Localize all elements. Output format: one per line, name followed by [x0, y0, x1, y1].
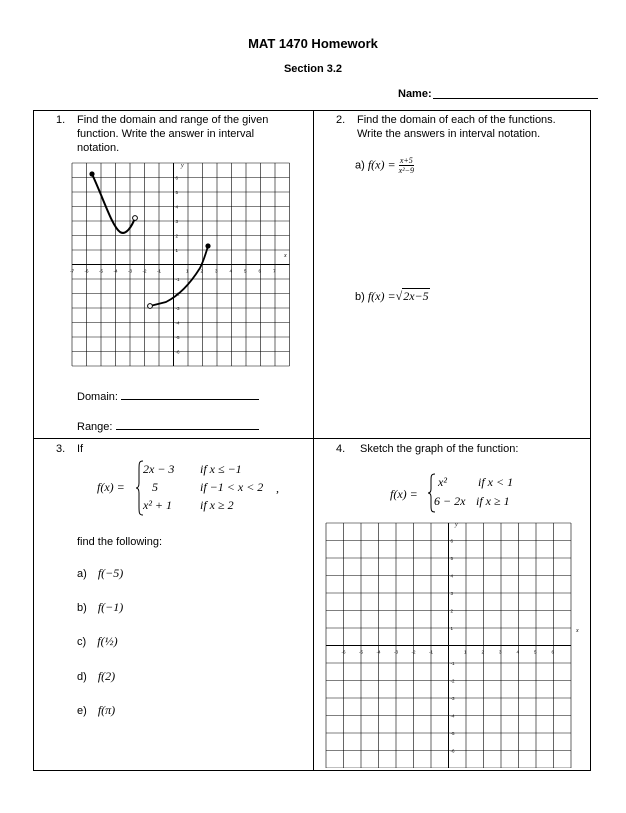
q1-text-line: Find the domain and range of the given — [77, 114, 269, 126]
x-tick-label: 6 — [551, 649, 555, 655]
q3-if: If — [77, 443, 84, 455]
y-tick-label: 6 — [175, 175, 179, 181]
q3-piece3-cond: if x ≥ 2 — [200, 498, 234, 512]
q2-number: 2. — [336, 114, 346, 126]
q4-piece2-expr: 6 − 2x — [434, 494, 466, 508]
x-tick-label: 3 — [215, 268, 218, 274]
q1-domain — [77, 389, 259, 403]
range-label: Range: — [77, 421, 113, 433]
q3-piece1-expr: 2x − 3 — [143, 462, 175, 476]
x-tick-label: -4 — [376, 649, 381, 655]
domain-answer-line[interactable] — [121, 389, 259, 400]
q1-open-dot — [148, 304, 153, 309]
q2-text-line: Write the answers in interval notation. — [357, 128, 541, 140]
range-answer-line[interactable] — [116, 419, 259, 430]
q1-graph — [68, 160, 290, 367]
y-tick-label: 4 — [175, 204, 179, 210]
q2b-label: b) — [355, 291, 365, 303]
q2a-numerator: x+5 — [399, 156, 413, 165]
y-tick-label: 1 — [450, 626, 454, 631]
x-tick-label: 1 — [464, 649, 467, 655]
y-tick-label: 1 — [175, 248, 179, 253]
y-tick-label: -1 — [175, 277, 180, 282]
x-tick-label: -3 — [394, 649, 399, 655]
x-tick-label: -6 — [84, 268, 89, 274]
q3-trailing-comma: , — [276, 481, 279, 495]
x-tick-label: 5 — [244, 268, 247, 274]
x-tick-label: -1 — [429, 649, 434, 655]
q2b-lhs: f(x) = — [367, 289, 396, 303]
q3-find: find the following: — [77, 536, 162, 548]
y-tick-label: -2 — [450, 678, 455, 684]
x-tick-label: 4 — [516, 649, 520, 655]
q3-item-expr: f(−1) — [97, 600, 124, 614]
y-tick-label: -5 — [175, 335, 180, 340]
x-tick-label: -5 — [359, 649, 364, 655]
q4-piece1-cond: if x < 1 — [478, 475, 514, 489]
name-label: Name: — [398, 88, 432, 100]
q4-lhs: f(x) = — [390, 487, 418, 501]
x-tick-label: 5 — [534, 649, 537, 655]
q3-lhs: f(x) = — [97, 480, 125, 494]
q2b-radicand: 2x−5 — [403, 289, 429, 303]
q3-item-c — [77, 634, 118, 649]
y-tick-label: 3 — [175, 219, 179, 224]
q2a-denominator: x²−9 — [398, 166, 415, 175]
q2a-fraction — [399, 156, 414, 175]
section-title: Section 3.2 — [283, 63, 343, 75]
x-tick-label: -6 — [341, 649, 346, 655]
x-tick-label: 2 — [200, 268, 204, 274]
x-tick-label: 1 — [186, 268, 189, 274]
q3-item-label: a) — [77, 568, 87, 580]
q1-text-line: function. Write the answer in interval — [77, 128, 255, 140]
y-tick-label: -3 — [175, 306, 180, 311]
y-tick-label: 4 — [450, 573, 454, 579]
x-tick-label: -7 — [70, 268, 75, 274]
q3-piece2-expr: 5 — [152, 480, 158, 494]
q1-text-line: notation. — [77, 142, 120, 154]
y-tick-label: -4 — [175, 320, 180, 326]
x-tick-label: 3 — [499, 649, 502, 655]
q2a-lhs: f(x) = — [367, 157, 396, 172]
q4-piece1-expr: x² — [438, 475, 447, 489]
x-tick-label: 6 — [258, 268, 262, 274]
q3-number: 3. — [56, 443, 66, 455]
x-tick-label: 7 — [273, 268, 276, 274]
q2a — [355, 156, 414, 175]
q1-range — [77, 419, 259, 433]
q1-axis-x-label: x — [284, 253, 287, 259]
x-tick-label: -2 — [142, 268, 147, 274]
x-tick-label: -5 — [99, 268, 104, 274]
q3-item-label: c) — [77, 636, 87, 648]
q4-axis-y-label: y — [455, 522, 458, 528]
q1-closed-dot — [205, 243, 210, 248]
sqrt-icon: √ — [395, 289, 403, 303]
q3-piece3-expr: x² + 1 — [143, 498, 173, 512]
y-tick-label: -6 — [175, 349, 180, 355]
q1-number: 1. — [56, 114, 66, 126]
q3-item-b — [77, 600, 123, 615]
y-tick-label: -6 — [450, 748, 455, 754]
q1-open-dot — [133, 216, 138, 221]
y-tick-label: 3 — [450, 591, 454, 596]
q3-item-label: b) — [77, 602, 87, 614]
q4-graph[interactable] — [318, 518, 586, 768]
y-tick-label: 2 — [175, 233, 179, 239]
x-tick-label: -4 — [113, 268, 118, 274]
y-tick-label: -1 — [450, 661, 455, 666]
q2-text — [357, 113, 587, 141]
q1-closed-dot — [89, 171, 94, 176]
x-tick-label: -3 — [128, 268, 133, 274]
x-tick-label: -2 — [411, 649, 416, 655]
q1-text — [77, 113, 307, 155]
q3-item-e — [77, 703, 115, 718]
q4-number: 4. — [336, 443, 346, 455]
y-tick-label: 2 — [450, 608, 454, 614]
q1-curve-left — [92, 174, 135, 233]
domain-label: Domain: — [77, 391, 118, 403]
y-tick-label: -4 — [450, 713, 455, 719]
q1-axis-y-label: y — [181, 163, 184, 169]
x-tick-label: 4 — [229, 268, 233, 274]
y-tick-label: 5 — [450, 556, 454, 561]
q3-item-label: e) — [77, 705, 87, 717]
q4-axis-x-label: x — [576, 628, 579, 634]
q3-item-expr: f(2) — [97, 669, 116, 683]
q2-text-line: Find the domain of each of the functions. — [357, 114, 556, 126]
q2a-label: a) — [355, 159, 365, 172]
x-tick-label: 2 — [481, 649, 485, 655]
q3-item-expr: f(π) — [97, 703, 116, 717]
q3-piece2-cond: if −1 < x < 2 — [200, 480, 264, 494]
q2b — [355, 289, 430, 304]
q3-item-expr: f(−5) — [97, 566, 124, 580]
q3-piece1-cond: if x ≤ −1 — [200, 462, 242, 476]
y-tick-label: 6 — [450, 538, 454, 544]
q3-item-a — [77, 566, 123, 581]
q4-piece2-cond: if x ≥ 1 — [476, 494, 510, 508]
y-tick-label: 5 — [175, 190, 179, 195]
y-tick-label: -3 — [450, 696, 455, 701]
y-tick-label: -5 — [450, 731, 455, 736]
page-title: MAT 1470 Homework — [248, 36, 378, 51]
q4-text: Sketch the graph of the function: — [360, 443, 519, 455]
q3-item-expr: f(½) — [97, 634, 118, 648]
q3-item-d — [77, 669, 115, 684]
x-tick-label: -1 — [157, 268, 162, 274]
q3-item-label: d) — [77, 671, 87, 683]
y-tick-label: -2 — [175, 291, 180, 297]
